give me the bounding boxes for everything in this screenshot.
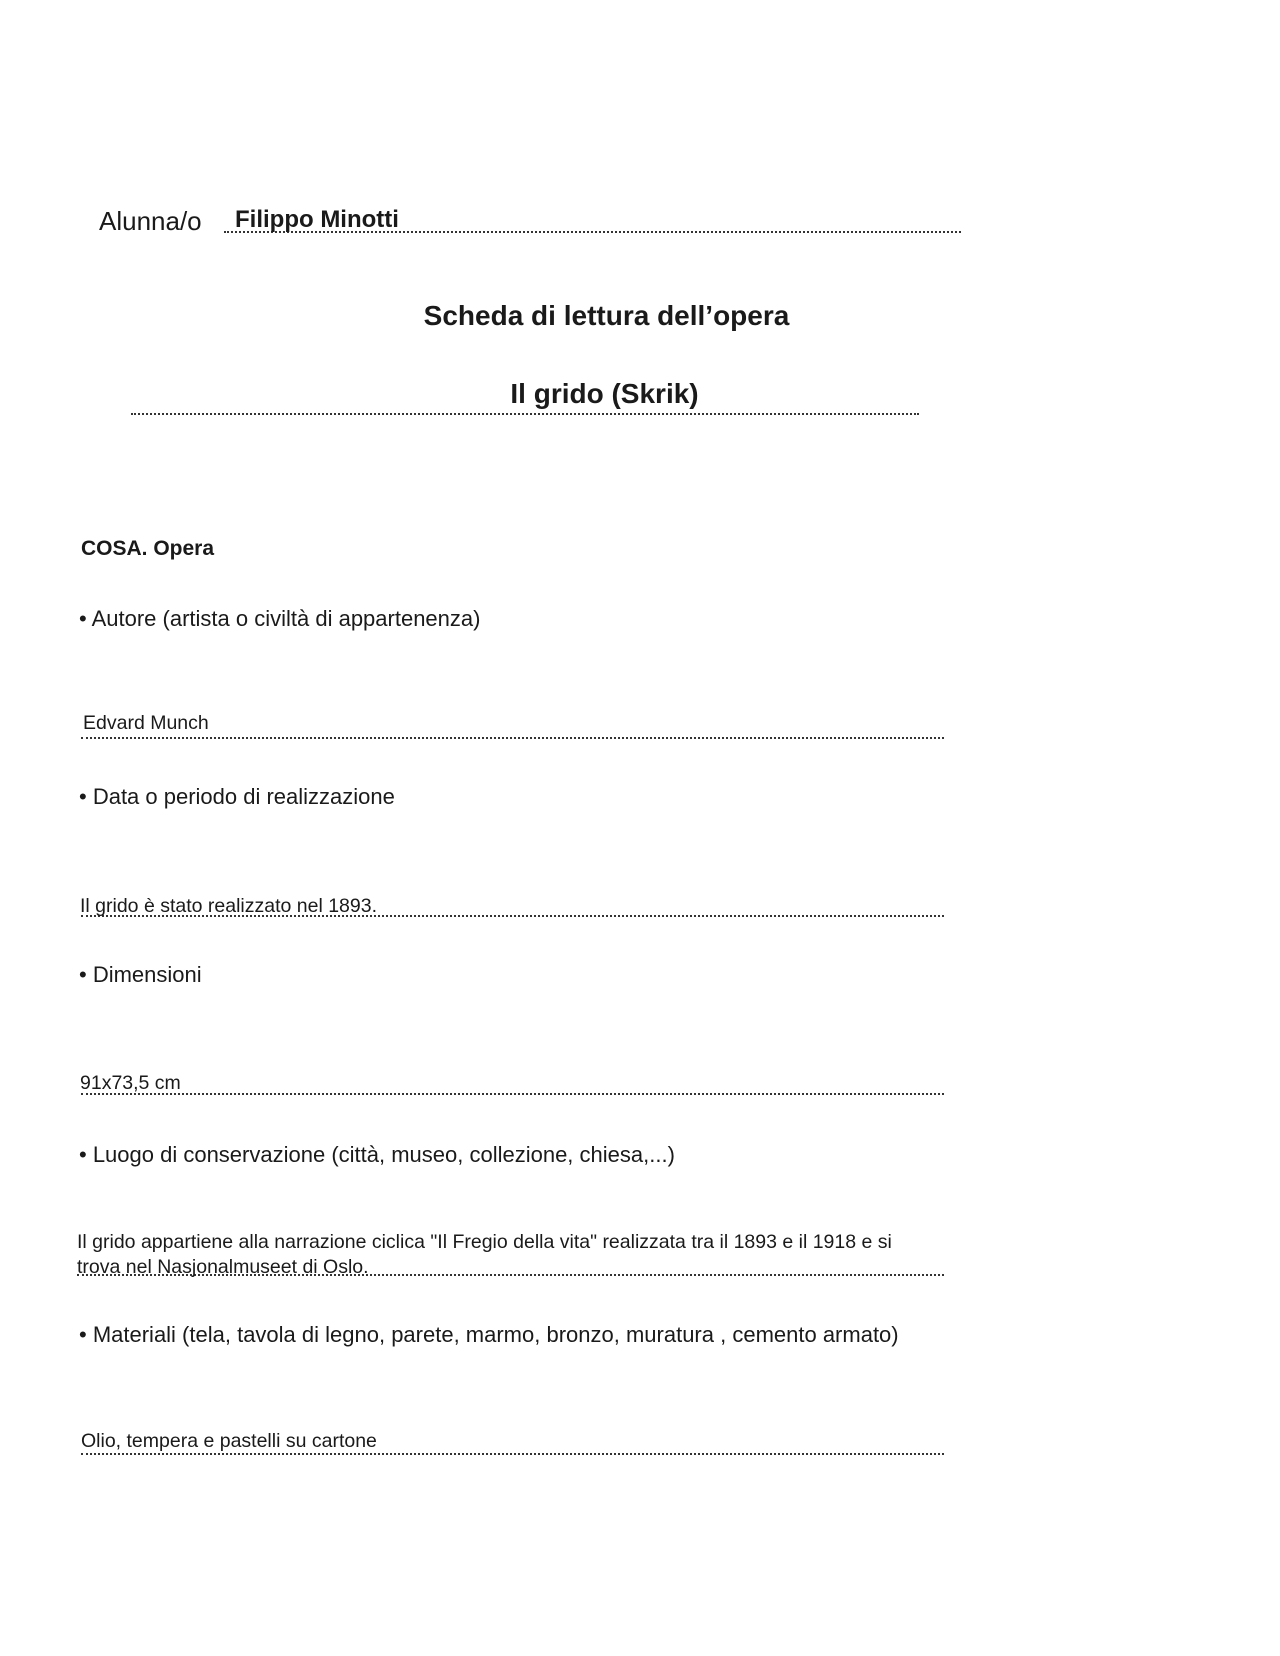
answer-materials-field[interactable]: Olio, tempera e pastelli su cartone bbox=[81, 1430, 377, 1452]
answer-dimensions-dotted-line bbox=[81, 1093, 944, 1095]
question-dimensions: • Dimensioni bbox=[79, 962, 202, 987]
answer-dimensions-field[interactable]: 91x73,5 cm bbox=[80, 1072, 181, 1094]
question-author: • Autore (artista o civiltà di appartenenza) bbox=[79, 606, 481, 631]
student-name-field[interactable]: Filippo Minotti bbox=[235, 206, 399, 233]
question-materials: • Materiali (tela, tavola di legno, parete, marmo, bronzo, muratura , cemento armato) bbox=[79, 1322, 899, 1347]
section-title: COSA. Opera bbox=[81, 537, 215, 560]
student-label: Alunna/o bbox=[99, 206, 202, 236]
answer-materials-dotted-line bbox=[81, 1453, 944, 1455]
answer-location-line-2[interactable]: trova nel Nasjonalmuseet di Oslo. bbox=[77, 1256, 369, 1278]
artwork-title-dotted-line bbox=[131, 413, 919, 415]
answer-date-field[interactable]: Il grido è stato realizzato nel 1893. bbox=[80, 895, 378, 917]
answer-location-line-1[interactable]: Il grido appartiene alla narrazione ciclica "Il Fregio della vita" realizzata tra il 1893 e il 1918 e si bbox=[77, 1231, 892, 1253]
answer-author-dotted-line bbox=[81, 737, 944, 739]
artwork-title-field[interactable]: Il grido (Skrik) bbox=[510, 378, 699, 409]
page-title: Scheda di lettura dell’opera bbox=[423, 300, 790, 331]
question-location: • Luogo di conservazione (città, museo, collezione, chiesa,...) bbox=[79, 1142, 675, 1167]
question-date: • Data o periodo di realizzazione bbox=[79, 784, 395, 809]
answer-author-field[interactable]: Edvard Munch bbox=[83, 712, 209, 734]
